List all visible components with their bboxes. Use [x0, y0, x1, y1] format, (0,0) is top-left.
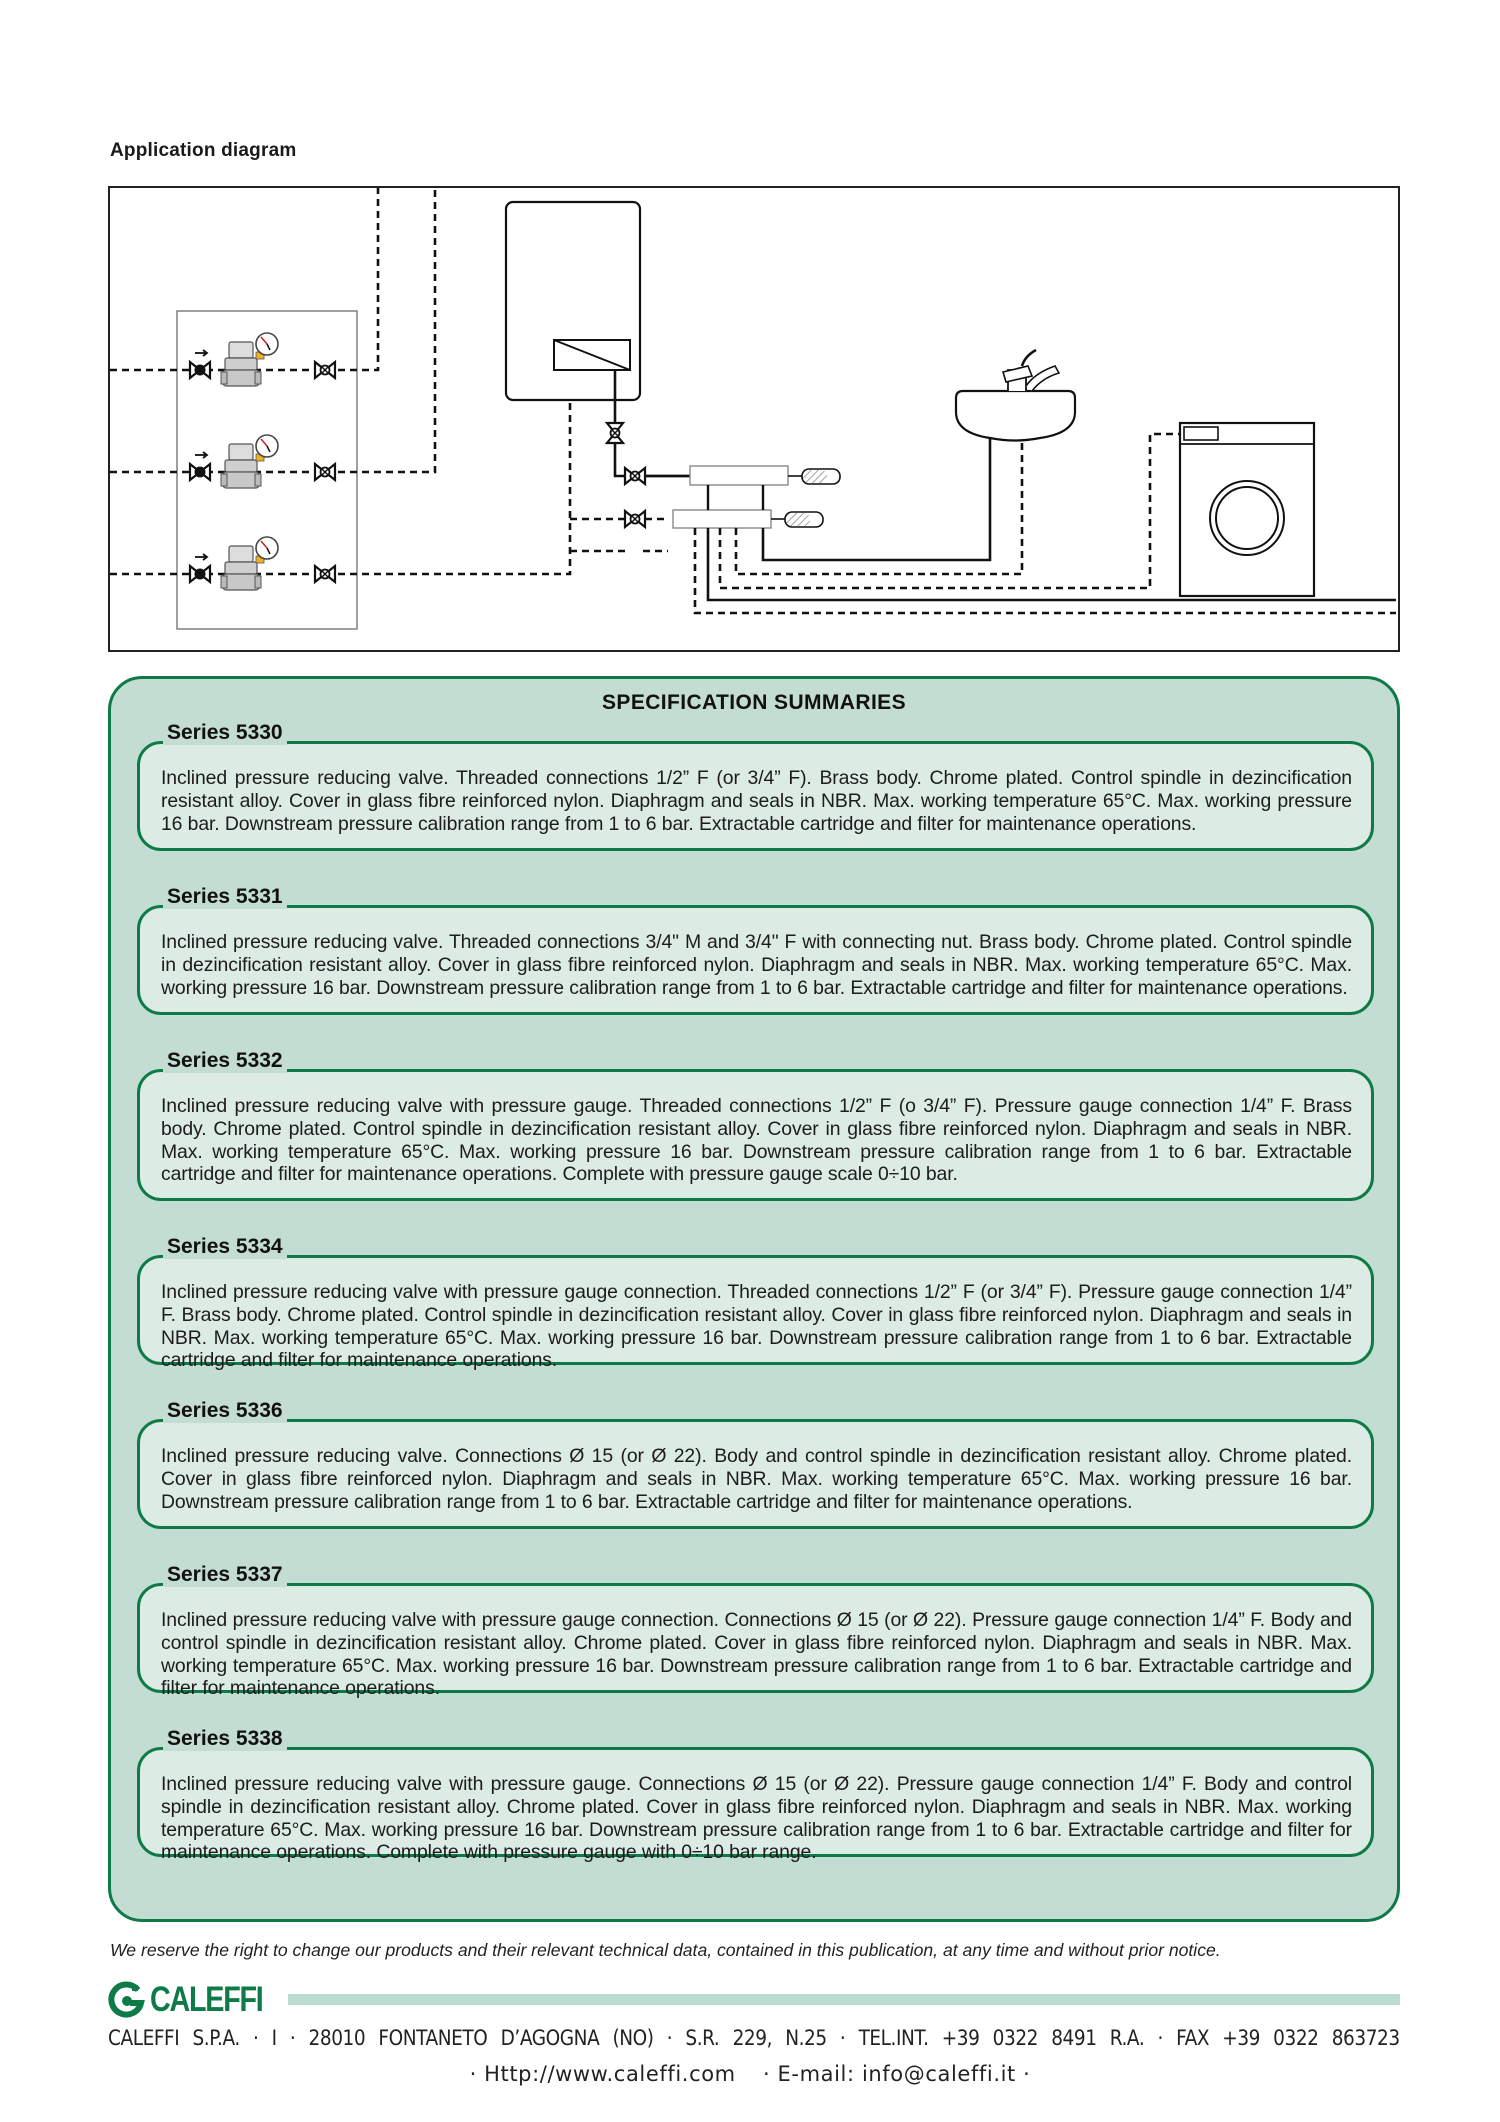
- washbasin: [956, 350, 1075, 441]
- series-card-5330: [137, 723, 1374, 851]
- series-card-5338: [137, 1727, 1374, 1864]
- series-card-5331: [137, 887, 1374, 1015]
- pressure-reducing-valve-1: [190, 333, 335, 386]
- series-description: Inclined pressure reducing valve with pressure gauge. Threaded connections 1/2” F (o 3/4” F). Pressure gauge connection 1/4” F. Brass body. Chrome plated. Control spindle in dezincification resistant alloy. Cover in glass fibre reinforced nylon. Diaphragm and seals in NBR. Max. working temperature 65°C. Max. working pressure 16 bar. Downstream pressure calibration range from 1 to 6 bar. Extractable cartridge and filter for maintenance operations. Complete with pressure gauge scale 0÷10 bar.: [161, 1095, 1352, 1186]
- pressure-reducing-valve-2: [190, 435, 335, 488]
- series-label: Series 5332: [163, 1049, 287, 1073]
- specification-heading: SPECIFICATION SUMMARIES: [602, 691, 906, 714]
- series-description: Inclined pressure reducing valve. Connections Ø 15 (or Ø 22). Body and control spindle in dezincification resistant alloy. Chrome plated. Cover in glass fibre reinforced nylon. Diaphragm and seals in NBR. Max. working temperature 65°C. Max. working pressure 16 bar. Downstream pressure calibration range from 1 to 6 bar. Extractable cartridge and filter for maintenance operations.: [161, 1445, 1352, 1513]
- specification-summaries-panel: [108, 676, 1400, 1922]
- contact-line: [0, 2062, 1500, 2086]
- disclaimer: We reserve the right to change our products and their relevant technical data, contained in this publication, at any time and without prior notice.: [110, 1940, 1221, 1960]
- company-address: CALEFFI S.P.A. · I · 28010 FONTANETO D’AGOGNA (NO) · S.R. 229, N.25 · TEL.INT. +39 0322 8491 R.A. · FAX +39 0322 863723: [108, 2026, 1400, 2051]
- series-label: Series 5336: [163, 1399, 287, 1423]
- series-description: Inclined pressure reducing valve with pressure gauge connection. Threaded connections 1/2” F (or 3/4” F). Pressure gauge connection 1/4” F. Brass body. Chrome plated. Control spindle in dezincification resistant alloy. Cover in glass fibre reinforced nylon. Diaphragm and seals in NBR. Max. working temperature 65°C. Max. working pressure 16 bar. Downstream pressure calibration range from 1 to 6 bar. Extractable cartridge and filter for maintenance operations.: [161, 1281, 1352, 1372]
- series-card-5336: [137, 1401, 1374, 1529]
- pressure-reducing-valve-3: [190, 537, 335, 590]
- series-card-5334: [137, 1235, 1374, 1372]
- caleffi-logo: [108, 1980, 287, 2020]
- series-description: Inclined pressure reducing valve. Threaded connections 1/2” F (or 3/4” F). Brass body. Chrome plated. Control spindle in dezincification resistant alloy. Cover in glass fibre reinforced nylon. Diaphragm and seals in NBR. Max. working temperature 65°C. Max. working pressure 16 bar. Downstream pressure calibration range from 1 to 6 bar. Extractable cartridge and filter for maintenance operations.: [161, 767, 1352, 835]
- series-label: Series 5331: [163, 885, 287, 909]
- email-link[interactable]: · E-mail: info@caleffi.it ·: [763, 2062, 1031, 2086]
- website-link[interactable]: · Http://www.caleffi.com: [469, 2062, 736, 2086]
- series-description: Inclined pressure reducing valve with pressure gauge connection. Connections Ø 15 (or Ø 22). Pressure gauge connection 1/4” F. Body and control spindle in dezincification resistant alloy. Chrome plated. Cover in glass fibre reinforced nylon. Diaphragm and seals in NBR. Max. working temperature 65°C. Max. working pressure 16 bar. Downstream pressure calibration range from 1 to 6 bar. Extractable cartridge and filter for maintenance operations.: [161, 1609, 1352, 1700]
- series-description: Inclined pressure reducing valve. Threaded connections 3/4" M and 3/4" F with connecting nut. Brass body. Chrome plated. Control spindle in dezincification resistant alloy. Cover in glass fibre reinforced nylon. Diaphragm and seals in NBR. Max. working temperature 65°C. Max. working pressure 16 bar. Downstream pressure calibration range from 1 to 6 bar. Extractable cartridge and filter for maintenance operations.: [161, 931, 1352, 999]
- footer-divider-bar: [288, 1994, 1400, 2005]
- series-card-5337: [137, 1563, 1374, 1700]
- water-heater: [506, 202, 640, 400]
- series-label: Series 5338: [163, 1727, 287, 1751]
- brand-name: CALEFFI: [150, 1980, 263, 2019]
- caleffi-logo-icon: [108, 1981, 146, 2019]
- series-label: Series 5337: [163, 1563, 287, 1587]
- washing-machine: [1180, 423, 1314, 596]
- series-description: Inclined pressure reducing valve with pressure gauge. Connections Ø 15 (or Ø 22). Pressure gauge connection 1/4” F. Body and control spindle in dezincification resistant alloy. Chrome plated. Cover in glass fibre reinforced nylon. Diaphragm and seals in NBR. Max. working temperature 65°C. Max. working pressure 16 bar. Downstream pressure calibration range from 1 to 6 bar. Extractable cartridge and filter for maintenance operations. Complete with pressure gauge with 0÷10 bar range.: [161, 1773, 1352, 1864]
- application-diagram: [108, 186, 1400, 652]
- application-diagram-title: Application diagram: [110, 140, 297, 161]
- series-card-5332: [137, 1051, 1374, 1201]
- manifold: [673, 466, 840, 528]
- series-label: Series 5334: [163, 1235, 287, 1259]
- series-label: Series 5330: [163, 721, 287, 745]
